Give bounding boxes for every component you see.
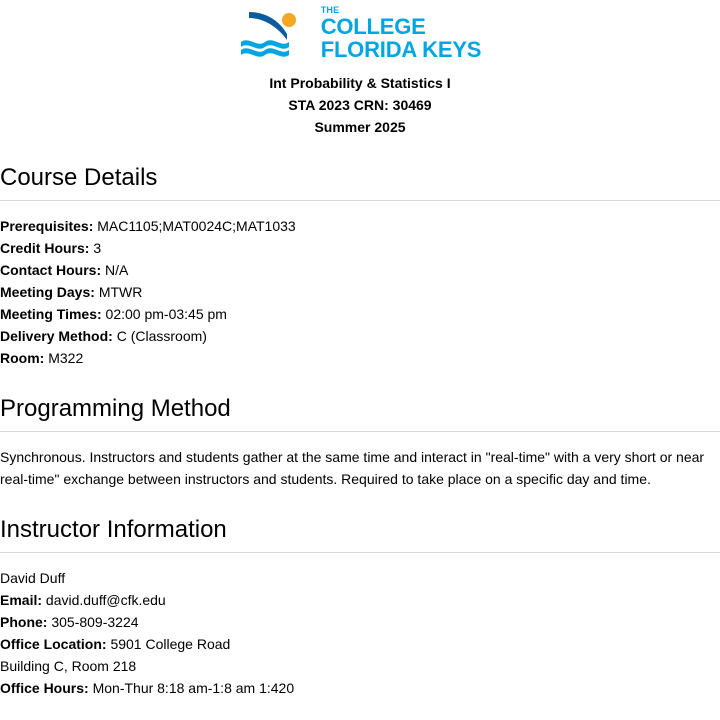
detail-label: Delivery Method: (0, 328, 113, 345)
detail-row (0, 259, 720, 281)
detail-row-office-hours (0, 677, 720, 699)
programming-method-body: Synchronous. Instructors and students gather at the same time and interact in "real-time" with a very short or near real-time" exchange between instructors and students. Required to take place on a specific day and time. (0, 449, 705, 488)
college-logo (0, 0, 720, 64)
detail-value: david.duff@cfk.edu (45, 592, 166, 609)
detail-value: M322 (48, 350, 84, 367)
logo-lockup (239, 6, 482, 62)
cfk-logo-icon (239, 6, 313, 62)
detail-label: Room: (0, 350, 45, 367)
detail-value: 5901 College Road (110, 636, 231, 653)
course-title: Int Probability & Statistics I (269, 75, 451, 92)
detail-row (0, 633, 720, 655)
logo-florida-keys-text: FLORIDA KEYS (320, 37, 482, 63)
detail-label: Email: (0, 592, 43, 609)
detail-label: Office Location: (0, 636, 107, 653)
detail-value: N/A (105, 262, 129, 279)
detail-row (0, 215, 720, 237)
detail-value: 02:00 pm-03:45 pm (105, 306, 227, 323)
section-heading-instructor-information: Instructor Information (0, 516, 720, 553)
logo-the-text: THE (320, 5, 340, 15)
spacer (0, 201, 720, 215)
detail-value: 3 (93, 240, 102, 257)
section-heading-programming-method: Programming Method (0, 395, 720, 432)
section-heading-course-details: Course Details (0, 164, 720, 201)
detail-label: Contact Hours: (0, 262, 102, 279)
detail-row (0, 347, 720, 369)
course-term: Summer 2025 (314, 119, 406, 136)
logo-college-text: COLLEGE (320, 14, 426, 40)
course-heading (0, 72, 720, 138)
detail-label: Phone: (0, 614, 48, 631)
detail-value: 305-809-3224 (51, 614, 139, 631)
spacer (0, 553, 720, 567)
spacer (0, 432, 720, 446)
detail-row (0, 325, 720, 347)
detail-label: Meeting Times: (0, 306, 102, 323)
detail-row (0, 589, 720, 611)
instructor-name: David Duff (0, 570, 66, 587)
logo-wordmark (321, 6, 482, 62)
course-code-crn: STA 2023 CRN: 30469 (288, 97, 432, 114)
instructor-building-line: Building C, Room 218 (0, 658, 137, 675)
detail-row (0, 237, 720, 259)
detail-row (0, 281, 720, 303)
detail-label: Meeting Days: (0, 284, 95, 301)
detail-row (0, 611, 720, 633)
detail-label: Prerequisites: (0, 218, 94, 235)
detail-label: Credit Hours: (0, 240, 90, 257)
detail-value: C (Classroom) (116, 328, 207, 345)
detail-value: MAC1105;MAT0024C;MAT1033 (97, 218, 296, 235)
detail-label: Office Hours: (0, 680, 89, 697)
detail-value: MTWR (98, 284, 143, 301)
detail-value: Mon-Thur 8:18 am-1:8 am 1:420 (92, 680, 295, 697)
detail-row (0, 303, 720, 325)
